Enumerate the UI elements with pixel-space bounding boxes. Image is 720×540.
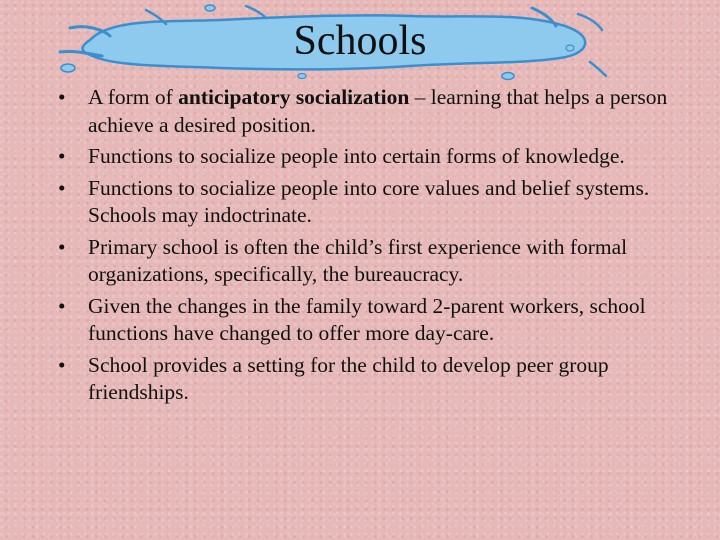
bullet-item — [58, 352, 668, 407]
bullet-symbol: • — [58, 352, 66, 377]
bullet-item — [58, 293, 668, 348]
bullet-item — [58, 143, 668, 171]
bullet-text: Given the changes in the family toward 2-parent workers, school functions have changed to offer more day-care. — [88, 293, 646, 345]
bullet-text: Functions to socialize people into certain forms of knowledge. — [88, 144, 625, 168]
bullet-list — [58, 84, 668, 411]
bullet-symbol: • — [58, 144, 66, 168]
bullet-symbol: • — [58, 234, 66, 259]
bullet-item — [58, 234, 668, 289]
bullet-item — [58, 84, 668, 139]
slide-title: Schools — [293, 18, 427, 64]
bullet-symbol: • — [58, 175, 66, 200]
bullet-symbol: • — [58, 85, 66, 109]
bullet-item — [58, 175, 668, 230]
bullet-text: Primary school is often the child’s first experience with formal organizations, specifically, the bureaucracy. — [88, 234, 628, 286]
bullet-symbol: • — [58, 293, 66, 318]
emphasized-term: anticipatory socialization — [178, 85, 410, 109]
bullet-text: A form of anticipatory socialization – learning that helps a person achieve a desired position. — [88, 85, 668, 137]
bullet-text: Functions to socialize people into core values and belief systems. Schools may indoctrinate. — [88, 175, 650, 227]
bullet-text: School provides a setting for the child to develop peer group friendships. — [88, 352, 609, 404]
